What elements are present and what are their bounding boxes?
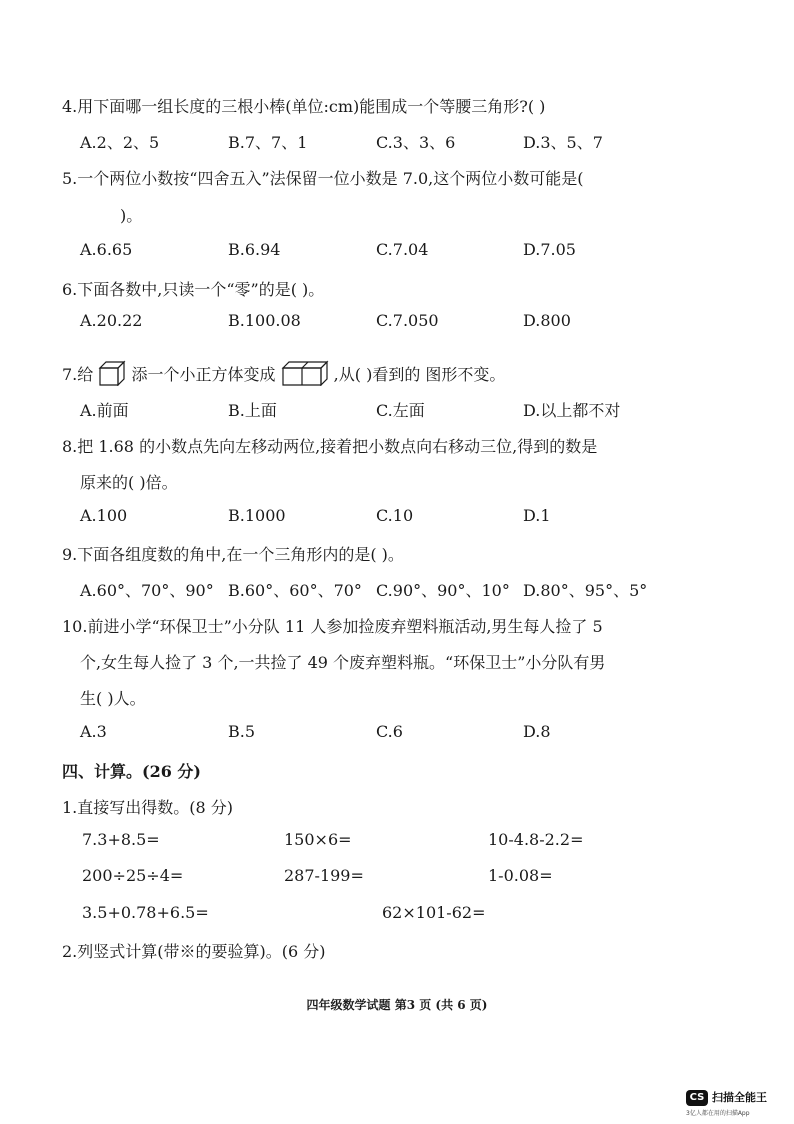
calc-item: 62×101-62= xyxy=(382,903,486,922)
section-4-sub-2: 2.列竖式计算(带※的要验算)。(6 分) xyxy=(62,942,326,961)
q7-suffix: ,从( )看到的 图形不变。 xyxy=(333,365,506,384)
question-7-options xyxy=(80,398,720,422)
q6-option-b: B.100.08 xyxy=(228,311,301,330)
q9-option-d: D.80°、95°、5° xyxy=(523,581,648,600)
q8-option-a: A.100 xyxy=(80,506,128,525)
q6-option-a: A.20.22 xyxy=(80,311,143,330)
single-cube-icon xyxy=(98,360,126,386)
section-4-sub-1: 1.直接写出得数。(8 分) xyxy=(62,798,234,817)
calc-item: 1-0.08= xyxy=(488,866,553,885)
scanner-name: 扫描全能王 xyxy=(712,1091,767,1104)
page-footer: 四年级数学试题 第3 页 (共 6 页) xyxy=(306,998,488,1012)
calc-item: 150×6= xyxy=(284,830,352,849)
question-10-line-1: 10.前进小学“环保卫士”小分队 11 人参加捡废弃塑料瓶活动,男生每人捡了 5 xyxy=(62,617,603,636)
q5-option-c: C.7.04 xyxy=(376,240,429,259)
calc-item: 7.3+8.5= xyxy=(82,830,160,849)
question-10-line-2: 个,女生每人捡了 3 个,一共捡了 49 个废弃塑料瓶。“环保卫士”小分队有男 xyxy=(80,653,606,672)
q10-option-c: C.6 xyxy=(376,722,403,741)
calc-item: 287-199= xyxy=(284,866,364,885)
question-5-line-1: 5.一个两位小数按“四舍五入”法保留一位小数是 7.0,这个两位小数可能是( xyxy=(62,169,584,188)
q9-option-b: B.60°、60°、70° xyxy=(228,581,362,600)
q7-option-a: A.前面 xyxy=(80,401,129,420)
q6-option-d: D.800 xyxy=(523,311,571,330)
q10-option-d: D.8 xyxy=(523,722,551,741)
q9-option-a: A.60°、70°、90° xyxy=(80,581,214,600)
question-6: 6.下面各数中,只读一个“零”的是( )。 xyxy=(62,280,325,299)
question-8-line-2: 原来的( )倍。 xyxy=(80,473,178,492)
question-4-options xyxy=(80,130,720,154)
q7-option-c: C.左面 xyxy=(376,401,425,420)
question-8-line-1: 8.把 1.68 的小数点先向左移动两位,接着把小数点向右移动三位,得到的数是 xyxy=(62,437,598,456)
question-8-options xyxy=(80,506,720,530)
q9-option-c: C.90°、90°、10° xyxy=(376,581,510,600)
calc-item: 10-4.8-2.2= xyxy=(488,830,584,849)
two-cubes-icon xyxy=(281,360,329,386)
q5-option-a: A.6.65 xyxy=(80,240,133,259)
q10-option-b: B.5 xyxy=(228,722,256,741)
scanner-watermark xyxy=(686,1090,790,1118)
q5-option-b: B.6.94 xyxy=(228,240,281,259)
q4-option-d: D.3、5、7 xyxy=(523,133,603,152)
question-9: 9.下面各组度数的角中,在一个三角形内的是( )。 xyxy=(62,545,404,564)
calc-item: 200÷25÷4= xyxy=(82,866,184,885)
q8-option-b: B.1000 xyxy=(228,506,286,525)
section-4-title: 四、计算。(26 分) xyxy=(62,762,201,781)
q4-option-a: A.2、2、5 xyxy=(80,133,160,152)
q4-option-c: C.3、3、6 xyxy=(376,133,456,152)
question-10-options xyxy=(80,722,720,746)
q7-middle: 添一个小正方体变成 xyxy=(131,365,276,384)
q6-option-c: C.7.050 xyxy=(376,311,439,330)
question-5-options xyxy=(80,240,720,264)
q8-option-c: C.10 xyxy=(376,506,414,525)
q7-prefix: 7.给 xyxy=(62,365,94,384)
question-9-options xyxy=(80,578,720,602)
calc-item: 3.5+0.78+6.5= xyxy=(82,903,209,922)
scanner-logo-icon: CS xyxy=(686,1090,708,1106)
question-4: 4.用下面哪一组长度的三根小棒(单位:cm)能围成一个等腰三角形?( ) xyxy=(62,97,546,116)
q7-option-d: D.以上都不对 xyxy=(523,401,621,420)
question-10-line-3: 生( )人。 xyxy=(80,689,146,708)
question-6-options xyxy=(80,311,720,335)
scanner-tagline: 3亿人都在用的扫描App xyxy=(686,1110,750,1117)
question-5-line-2: )。 xyxy=(120,206,143,225)
q5-option-d: D.7.05 xyxy=(523,240,576,259)
q7-option-b: B.上面 xyxy=(228,401,277,420)
q8-option-d: D.1 xyxy=(523,506,551,525)
q4-option-b: B.7、7、1 xyxy=(228,133,308,152)
question-7 xyxy=(62,360,505,386)
q10-option-a: A.3 xyxy=(80,722,107,741)
